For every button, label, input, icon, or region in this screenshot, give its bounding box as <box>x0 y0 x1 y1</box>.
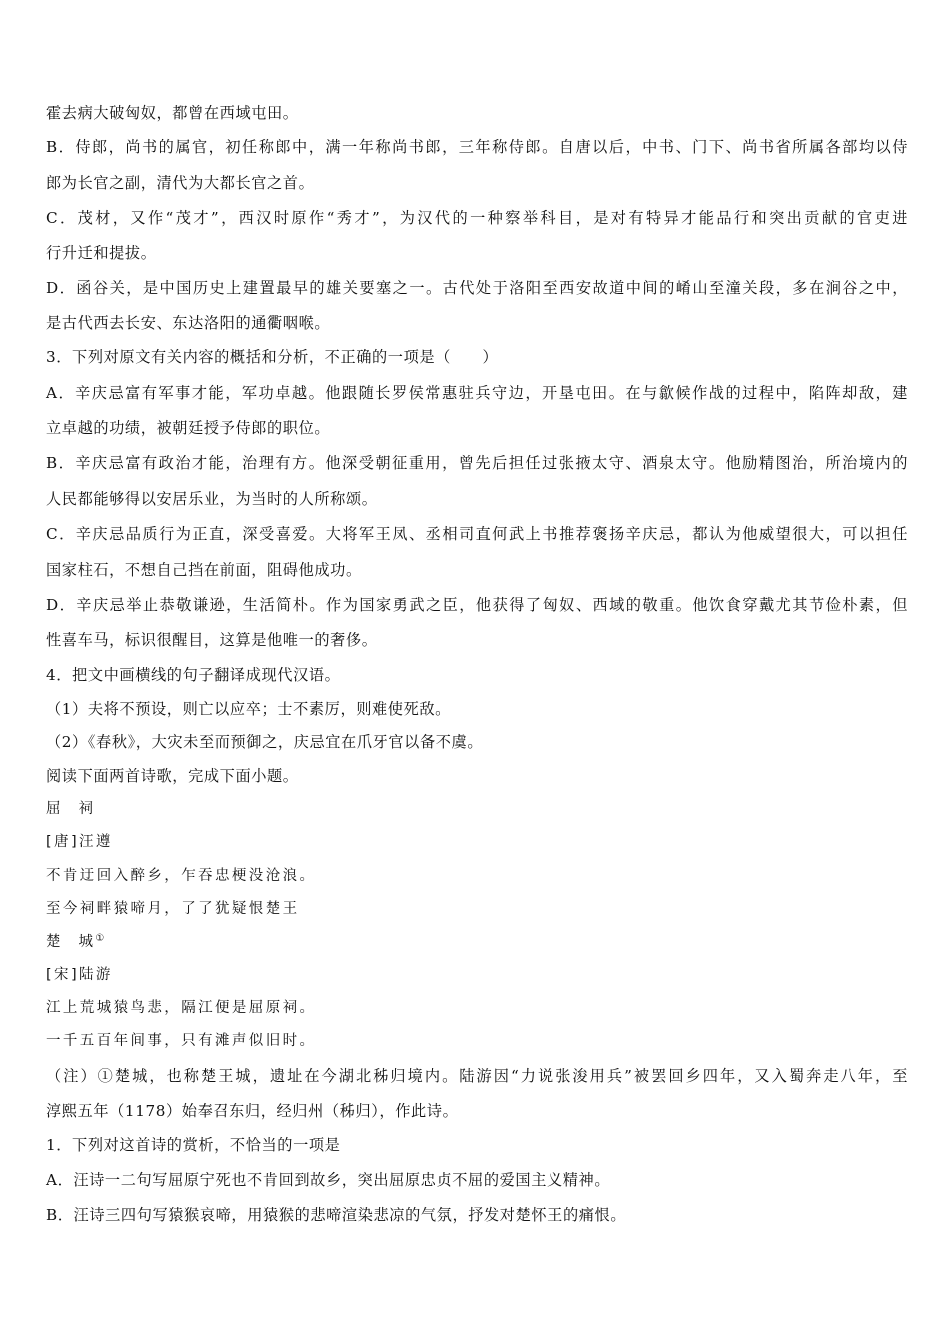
question-3-stem: 3．下列对原文有关内容的概括和分析，不正确的一项是（ ） <box>46 348 499 366</box>
poem1-title-char2: 祠 <box>78 801 96 817</box>
note-line2: 淳熙五年（1178）始奉召东归，经归州（秭归），作此诗。 <box>46 1102 459 1120</box>
poem2-title <box>46 932 104 952</box>
option-c-line1: C．茂材，又作“茂才”，西汉时原作“秀才”，为汉代的一种察举科目，是对有特异才能品行和突出贡献的官吏进 <box>46 209 908 227</box>
poetry-intro: 阅读下面两首诗歌，完成下面小题。 <box>46 767 299 785</box>
note-line1: （注）①楚城，也称楚王城，遗址在今湖北秭归境内。陆游因“力说张浚用兵”被罢回乡四年，又入蜀奔走八年，至 <box>46 1067 908 1085</box>
poem1-title-char1: 屈 <box>46 801 79 817</box>
poem1-line1: 不肯迂回入醉乡，乍吞忠梗没沧浪。 <box>46 868 317 884</box>
q4-item-2: （2）《春秋》，大灾未至而预御之，庆忌宜在爪牙官以备不虞。 <box>46 733 484 751</box>
q3-option-d-line1: D．辛庆忌举止恭敬谦逊，生活简朴。作为国家勇武之臣，他获得了匈奴、西域的敬重。他饮食穿戴尤其节俭朴素，但 <box>46 596 908 614</box>
q3-option-b-line1: B．辛庆忌富有政治才能，治理有方。他深受朝征重用，曾先后担任过张掖太守、酒泉太守。他励精图治，所治境内的 <box>46 454 908 472</box>
q3-option-c-line2: 国家柱石，不想自己挡在前面，阻碍他成功。 <box>46 561 362 579</box>
poem2-line2: 一千五百年间事，只有滩声似旧时。 <box>46 1033 317 1049</box>
question-4-stem: 4．把文中画横线的句子翻译成现代汉语。 <box>46 666 341 684</box>
poem2-title-char1: 楚 <box>46 934 79 950</box>
q3-option-a-line2: 立卓越的功绩，被朝廷授予侍郎的职位。 <box>46 419 331 437</box>
q3-option-c-line1: C．辛庆忌品质行为正直，深受喜爱。大将军王凤、丞相司直何武上书推荐褒扬辛庆忌，都认为他威望很大，可以担任 <box>46 525 908 543</box>
option-d-line2: 是古代西去长安、东达洛阳的通衢咽喉。 <box>46 314 331 332</box>
footnote-marker: ① <box>95 933 105 944</box>
poetry-q1-stem: 1．下列对这首诗的赏析，不恰当的一项是 <box>46 1136 341 1154</box>
poetry-q1-option-a: A．汪诗一二句写屈原宁死也不肯回到故乡，突出屈原忠贞不屈的爱国主义精神。 <box>46 1171 611 1189</box>
q3-option-d-line2: 性喜车马，标识很醒目，这算是他唯一的奢侈。 <box>46 631 378 649</box>
poem1-author: [唐]汪遵 <box>46 834 113 850</box>
q3-option-a-line1: A．辛庆忌富有军事才能，军功卓越。他跟随长罗侯常惠驻兵守边，开垦屯田。在与歙候作战的过程中，陷阵却敌，建 <box>46 384 908 402</box>
q3-option-b-line2: 人民都能够得以安居乐业，为当时的人所称颂。 <box>46 490 378 508</box>
option-c-line2: 行升迁和提拔。 <box>46 244 157 262</box>
poem2-title-char2: 城 <box>78 934 96 950</box>
option-d-line1: D．函谷关，是中国历史上建置最早的雄关要塞之一。古代处于洛阳至西安故道中间的崤山至潼关段，多在涧谷之中， <box>46 279 908 297</box>
poem1-line2: 至今祠畔猿啼月，了了犹疑恨楚王 <box>46 901 300 917</box>
poem1-title <box>46 799 95 819</box>
option-b-line2: 郎为长官之副，清代为大都长官之首。 <box>46 174 315 192</box>
poetry-q1-option-b: B．汪诗三四句写猿猴哀啼，用猿猴的悲啼渲染悲凉的气氛，抒发对楚怀王的痛恨。 <box>46 1206 627 1224</box>
poem2-line1: 江上荒城猿鸟悲，隔江便是屈原祠。 <box>46 1000 317 1016</box>
option-b-line1: B．侍郎，尚书的属官，初任称郎中，满一年称尚书郎，三年称侍郎。自唐以后，中书、门下、尚书省所属各部均以侍 <box>46 138 908 156</box>
option-a-continuation: 霍去病大破匈奴，都曾在西域屯田。 <box>46 104 299 122</box>
poem2-author: [宋]陆游 <box>46 967 113 983</box>
q4-item-1: （1）夫将不预设，则亡以应卒；士不素厉，则难使死敌。 <box>46 700 451 718</box>
